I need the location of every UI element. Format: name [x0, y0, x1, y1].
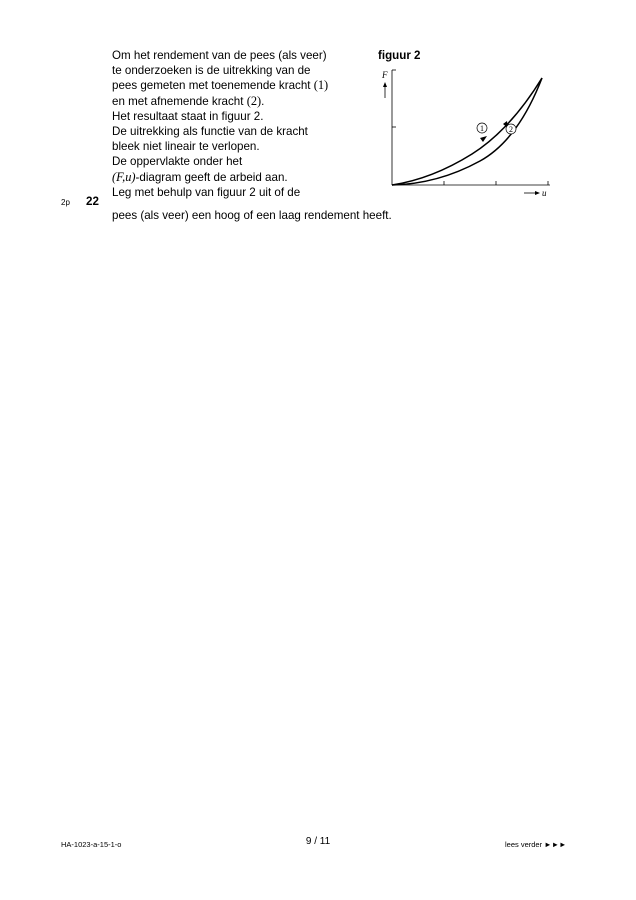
text-line: Het resultaat staat in figuur 2. [112, 109, 264, 123]
right-arrow-head-icon [535, 191, 540, 195]
question-text [112, 48, 382, 200]
question-points: 2p [61, 198, 70, 207]
exam-code: HA-1023-a-15-1-o [61, 840, 122, 849]
curve-2 [392, 78, 542, 185]
curve-1 [392, 78, 542, 185]
text-line: Leg met behulp van figuur 2 uit of de [112, 185, 301, 199]
text-line: te onderzoeken is de uitrekking van de [112, 64, 311, 78]
curve-ref-1: (1) [313, 78, 329, 93]
question-number: 22 [86, 195, 99, 208]
text-span: . [261, 94, 265, 108]
text-line: De oppervlakte onder het [112, 155, 243, 169]
up-arrow-head-icon [383, 82, 387, 87]
figure-title: figuur 2 [378, 49, 421, 62]
text-line [112, 170, 382, 185]
text-span: en met afnemende kracht [112, 94, 247, 108]
y-axis-label: F [382, 70, 388, 80]
force-extension-graph [372, 62, 562, 202]
text-line: De uitrekking als functie van de kracht [112, 125, 308, 139]
text-line: Om het rendement van de pees (als veer) [112, 49, 327, 62]
continue-note: lees verder ►►► [505, 840, 567, 849]
curve-ref-2: (2) [246, 93, 262, 108]
text-line-last: pees (als veer) een hoog of een laag rendement heeft. [112, 209, 392, 222]
x-axis-label: u [542, 188, 547, 198]
text-span: -diagram geeft de arbeid aan. [135, 170, 288, 184]
curve-2-label: 2 [509, 125, 513, 134]
page-number: 9 / 11 [305, 836, 331, 847]
curve-1-arrow-icon [480, 136, 487, 142]
text-line [112, 78, 382, 93]
curve-1-label: 1 [480, 124, 484, 133]
text-span: pees gemeten met toenemende kracht [112, 79, 314, 93]
text-line [112, 94, 382, 109]
diagram-ref: (F,u) [112, 169, 136, 184]
text-line: bleek niet lineair te verlopen. [112, 140, 260, 154]
